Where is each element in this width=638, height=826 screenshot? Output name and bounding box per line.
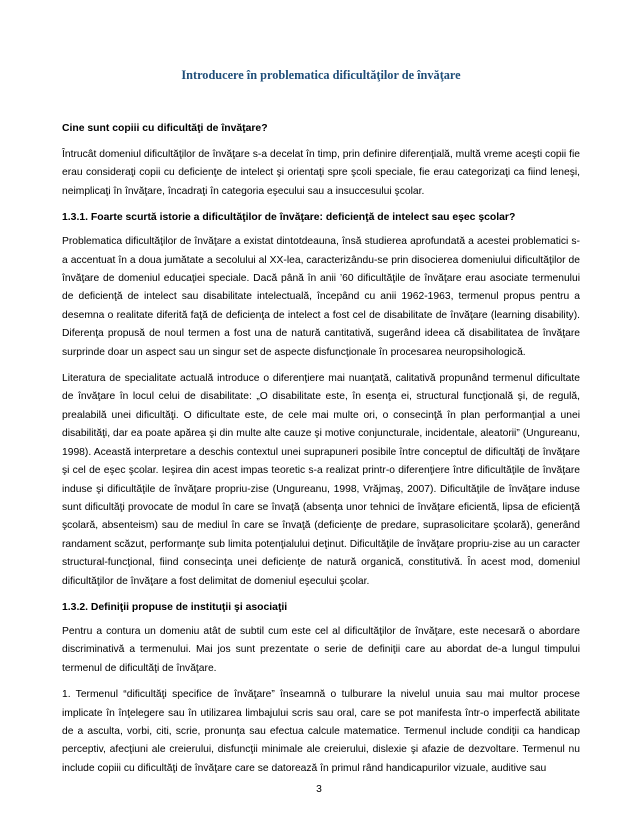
section-1-3-2-heading: 1.3.2. Definiţii propuse de instituţii şi asociaţii [62,601,288,613]
section-1-3-1-heading: 1.3.1. Foarte scurtă istorie a dificultăţilor de învăţare: deficienţă de intelect sau eşec şcolar? [62,212,516,224]
section-1-3-1-paragraph-2: Literatura de specialitate actuală introduce o diferenţiere mai nuanţată, calitativă propunând termenul dificultate de învăţare în locul celui de disabilitate: „O disabilitate este, în esenţa ei, structural funcţională şi, de regulă, prealabilă unei dificultăţi. O dificultate este, de cele mai multe ori, o consecinţă în plan performanţial a unei disabilităţi, dar ea poate apărea şi din multe alte cauze şi motive conjuncturale, incidentale, aleatorii” (Ungureanu, 1998). Această interpretare a deschis contextul unei suprapuneri posibile între conceptul de dificultăţi de învăţare şi cel de eşec şcolar. Ieşirea din acest impas teoretic s-a realizat printr-o diferenţiere între dificultăţile de învăţare induse şi dificultăţile de învăţare propriu-zise (Ungureanu, 1998, Vrăjmaş, 2007). Dificultăţile de învăţare induse sunt dificultăţi provocate de modul în care se învaţă (absenţa unor tehnici de învăţare eficientă, lipsa de eficienţă şcolară, absenteism) sau de mediul în care se învaţă (deficienţe de predare, suprasolicitare şcolară), generând randament scăzut, performanţe sub limita potenţialului deţinut. Dificultăţile de învăţare propriu-zise au un caracter structural-funcţional, fiind consecinţa unei deficienţe de natură organică, constitutivă. În acest mod, domeniul dificultăţilor de învăţare a fost delimitat de domeniul eşecului şcolar. [62,373,580,587]
question-heading: Cine sunt copiii cu dificultăţi de învăţare? [62,123,268,134]
section-1-3-1-paragraph-1: Problematica dificultăţilor de învăţare a existat dintotdeauna, însă studierea aprofundată a acestei problematici s-a accentuat în a doua jumătate a secolului al XX-lea, caracterizându-se prin disocierea domeniului dificultăţilor de învăţare de domeniul educaţiei speciale. Dacă până în anii ’60 dificultăţile de învăţare erau asociate termenului de deficienţă de intelect sau disabilitate intelectuală, începând cu anii 1962-1963, termenul propus pentru a desemna o realitate diferită faţă de deficienţa de intelect a fost cel de disabilitate de învăţare (learning disability). Diferenţa propusă de noul termen a fost una de natură cantitativă, sugerând ideea că disabilitatea de învăţare surprinde doar un aspect sau un singur set de aspecte disfuncţionale în procesarea neuropsihologică. [62,236,580,358]
section-1-3-2-paragraph-1: Pentru a contura un domeniu atât de subtil cum este cel al dificultăţilor de învăţare, este necesară o abordare discriminativă a termenului. Mai jos sunt prezentate o serie de definiţii care au abordat de-a lungul timpului termenul de dificultăţi de învăţare. [62,625,580,674]
section-1-3-2-paragraph-2: 1. Termenul “dificultăţi specifice de învăţare” înseamnă o tulburare la nivelul unuia sau mai multor procese implicate în înţelegere sau în utilizarea limbajului scris sau oral, care se pot manifesta într-o imperfectă abilitate de a asculta, vorbi, citi, scrie, pronunţa sau efectua calcule matematice. Termenul include condiţii ca handicap perceptiv, afecţiuni ale creierului, disfuncţii minimale ale creierului, dislexie şi afazie de dezvoltare. Termenul nu include copiii cu dificultăţi de învăţare care se datorează în primul rând handicapurilor vizuale, auditive sau [62,689,580,774]
intro-paragraph: Întrucât domeniul dificultăţilor de învăţare s-a decelat în timp, prin definire diferenţială, multă vreme aceşti copii fie erau consideraţi copii cu deficienţe de intelect şi orientaţi spre şcoli speciale, fie erau categorizaţi ca fiind leneşi, neimplicaţi în învăţare, încadraţi în categoria eşecului sau a insuccesului şcolar. [62,149,580,197]
document-title: Introducere în problematica dificultăţilor de învăţare [181,68,461,82]
page-number: 3 [316,784,322,795]
